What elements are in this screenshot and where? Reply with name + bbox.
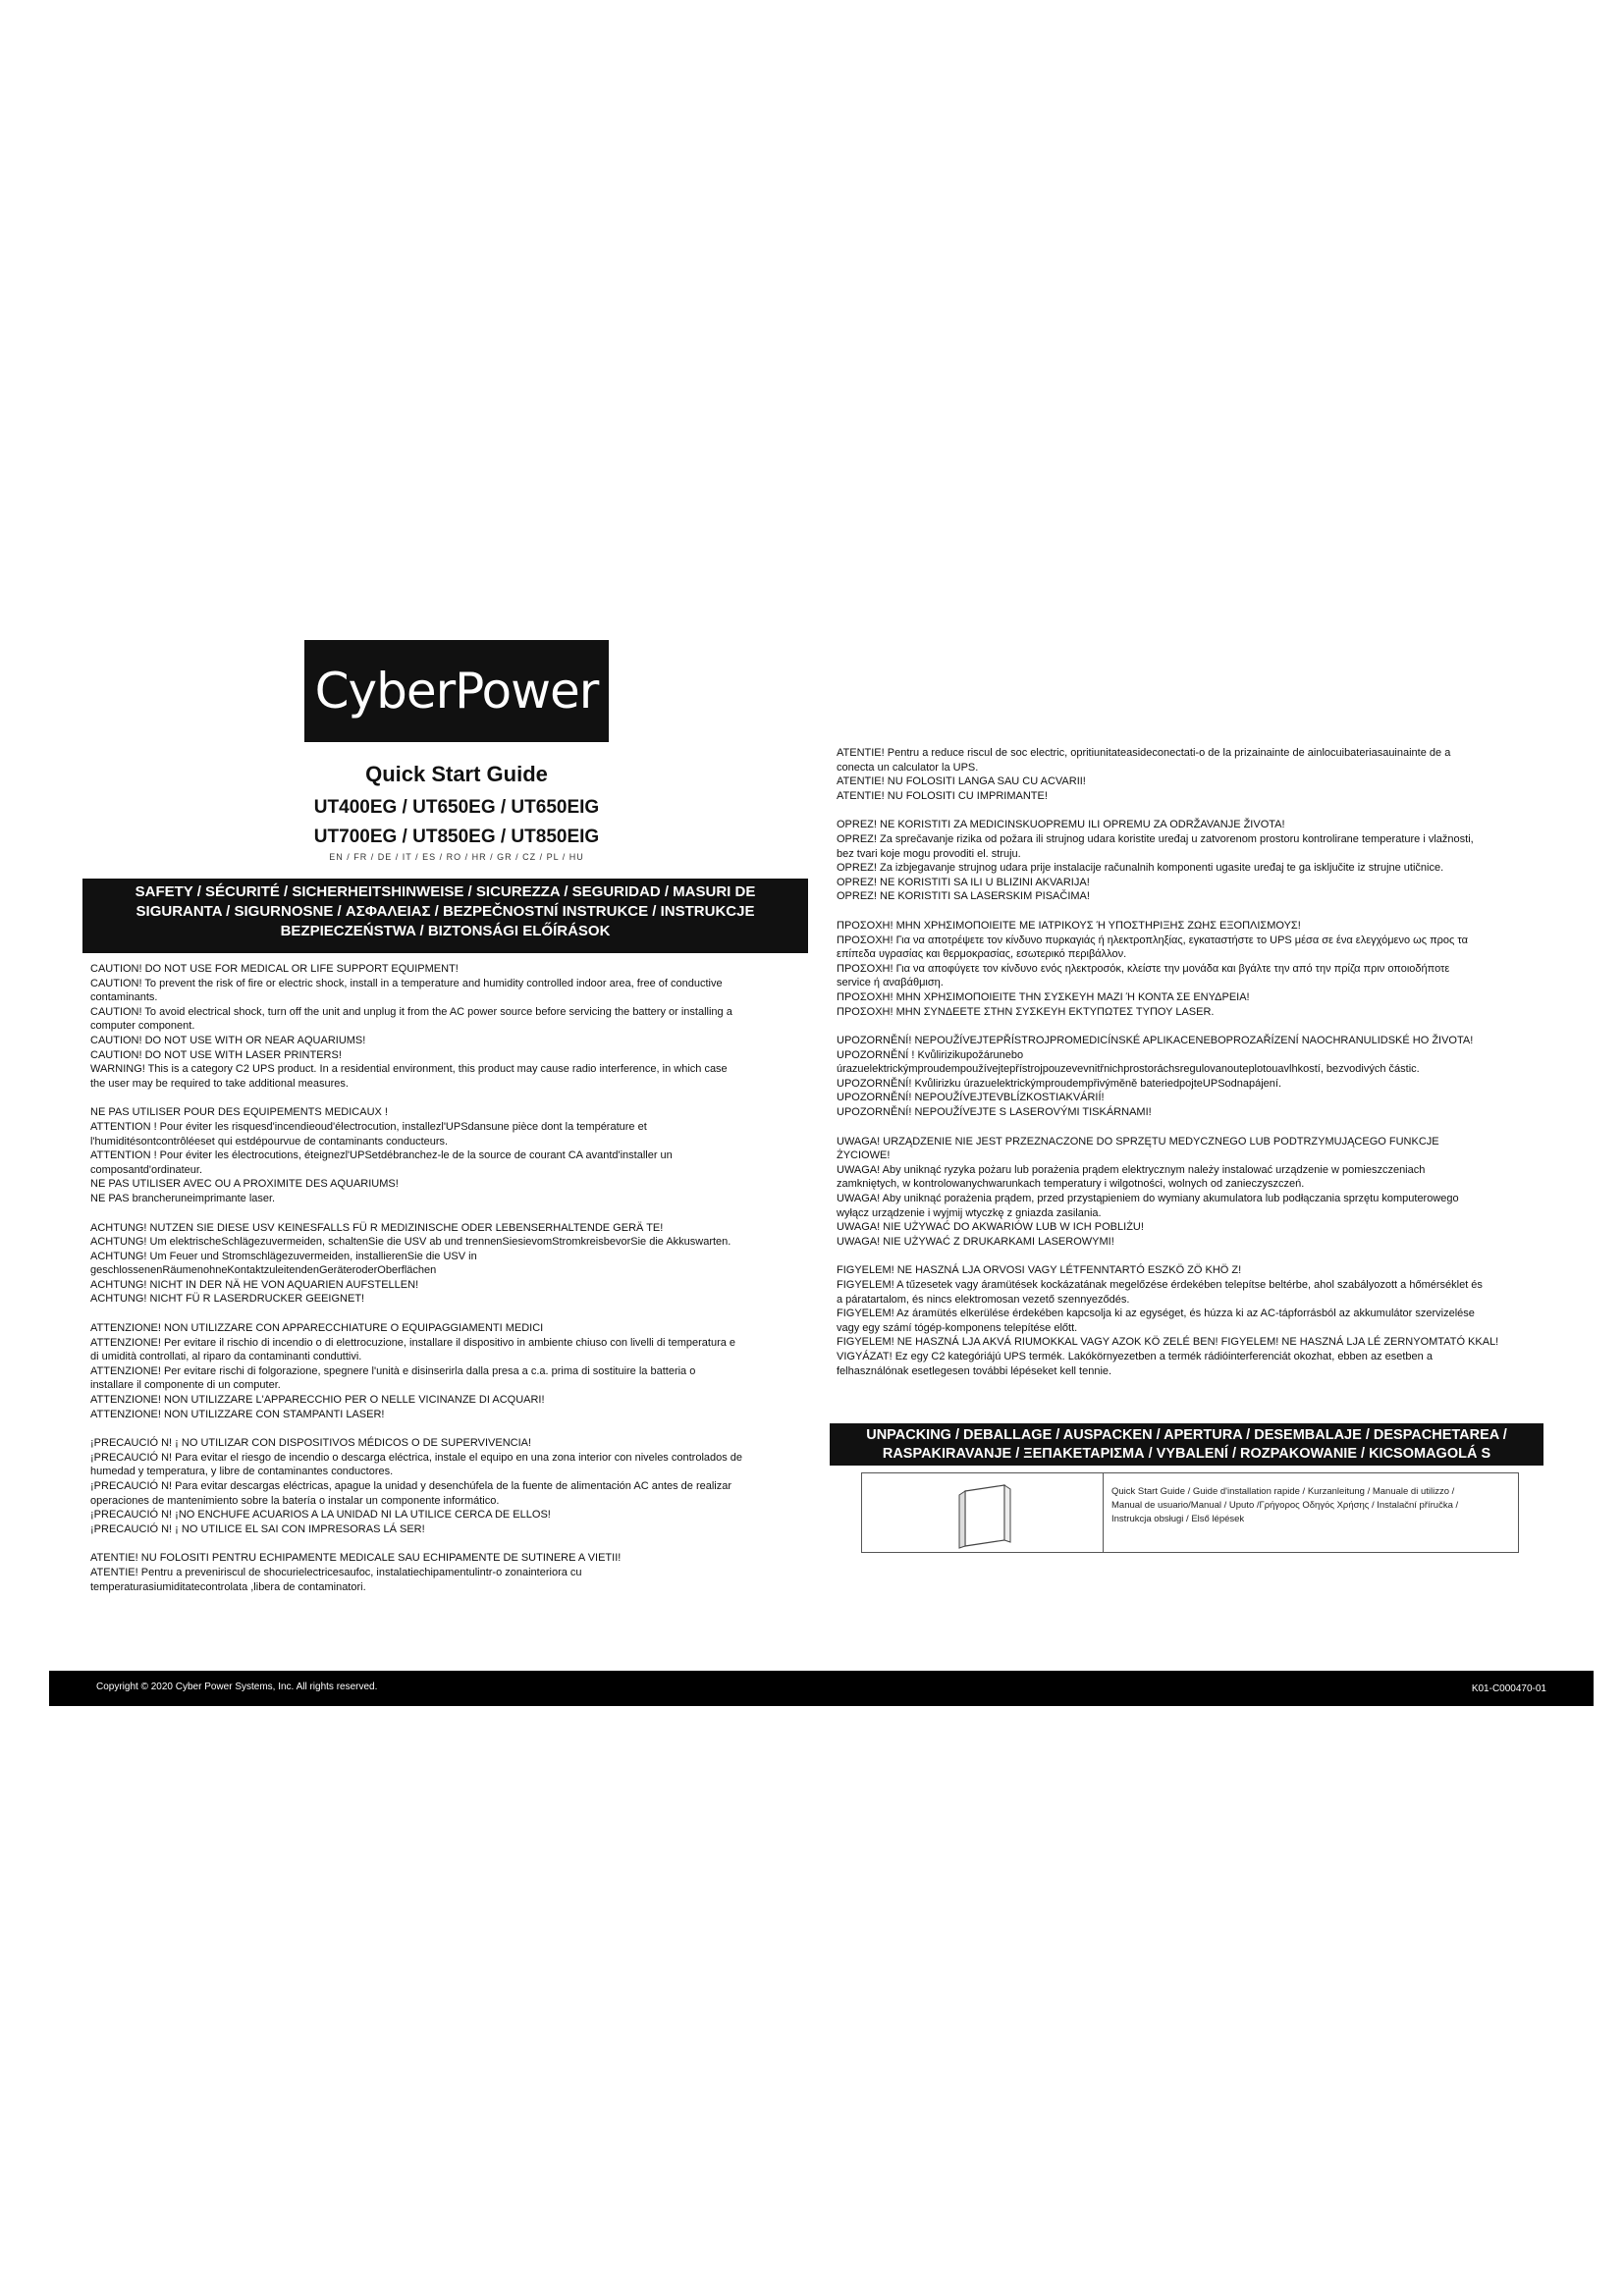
warning-line: ATTENZIONE! NON UTILIZZARE CON STAMPANTI LASER! [90, 1408, 385, 1420]
warning-line: ATTENZIONE! NON UTILIZZARE L'APPARECCHIO PER O NELLE VICINANZE DI ACQUARI! [90, 1394, 545, 1407]
warning-line: NE PAS UTILISER POUR DES EQUIPEMENTS MEDICAUX ! [90, 1106, 388, 1119]
brand-logo [304, 640, 609, 742]
warning-line: UPOZORNĚNÍ! NEPOUŽÍVEJTE S LASEROVÝMI TISKÁRNAMI! [837, 1106, 1152, 1119]
warning-line: OPREZ! Za izbjegavanje strujnog udara prije instalacije računalnih komponenti ugasite uređaj te ga isključite iz strujne utičnice. [837, 862, 1444, 875]
warning-group [90, 962, 807, 1091]
unpacking-banner-line: RASPAKIRAVANJE / ΞΕΠΑΚΕΤΑΡΙΣΜΑ / VYBALENÍ / ROZPAKOWANIE / KICSOMAGOLÁ S [882, 1446, 1491, 1462]
warning-group [90, 1221, 807, 1308]
warning-line: FIGYELEM! A tűzesetek vagy áramütések kockázatának megelőzése érdekében telepítse beltérbe, ahol szabályozott a hőmérséklet és [837, 1279, 1483, 1291]
warning-line: OPREZ! NE KORISTITI SA ILI U BLIZINI AKVARIJA! [837, 876, 1090, 888]
warning-line: di umidità controllati, al riparo da contaminanti conduttivi. [90, 1351, 362, 1363]
right-warnings-column [837, 746, 1553, 1393]
warning-group [837, 1263, 1553, 1378]
models-line-1: UT400EG / UT650EG / UT650EIG [313, 797, 600, 818]
warning-line: composantd'ordinateur. [90, 1163, 203, 1176]
manual-booklet-icon [955, 1481, 1024, 1550]
warning-line: επίπεδα υγρασίας και θερμοκρασίας, εσωτερικό περιβάλλον. [837, 948, 1127, 961]
warning-line: ¡PRECAUCIÓ N! ¡ NO UTILIZAR CON DISPOSITIVOS MÉDICOS O DE SUPERVIVENCIA! [90, 1437, 532, 1450]
warning-line: UPOZORNĚNÍ! Kvůlirizku úrazuelektrickýmproudempřivýměně bateriedpojteUPSodnapájení. [837, 1077, 1282, 1090]
warning-line: ATENTIE! NU FOLOSITI LANGA SAU CU ACVARII! [837, 775, 1086, 788]
warning-line: ACHTUNG! Um Feuer und Stromschlägezuvermeiden, installierenSie die USV in [90, 1250, 477, 1262]
warning-line: wyłącz urządzenie i wyjmij wtyczkę z gniazda zasilania. [837, 1206, 1102, 1219]
warning-line: NE PAS brancheruneimprimante laser. [90, 1192, 276, 1204]
brand-logo-text: CyberPower [314, 663, 599, 720]
warning-line: ACHTUNG! NICHT FÜ R LASERDRUCKER GEEIGNET! [90, 1293, 365, 1306]
warning-group [837, 818, 1553, 904]
unpacking-banner-line: UNPACKING / DEBALLAGE / AUSPACKEN / APERTURA / DESEMBALAJE / DESPACHETAREA / [866, 1427, 1507, 1443]
warning-group [90, 1321, 807, 1421]
package-contents-line: Quick Start Guide / Guide d'installation rapide / Kurzanleitung / Manuale di utilizzo / [1111, 1486, 1455, 1497]
warning-line: a páratartalom, és nincs elektromosan vezető szennyeződés. [837, 1293, 1130, 1306]
warning-line: conecta un calculator la UPS. [837, 761, 979, 774]
safety-banner-line: SIGURANTA / SIGURNOSNE / ΑΣΦΑΛΕΙΑΣ / BEZPEČNOSTNÍ INSTRUKCE / INSTRUKCJE [135, 903, 755, 920]
warning-line: UPOZORNĚNÍ! NEPOUŽÍVEJTEPŘÍSTROJPROMEDICÍNSKÉ APLIKACENEBOPROZAŘÍZENÍ NAOCHRANULIDSKÉ HO ŽIVOTA! [837, 1035, 1474, 1047]
package-contents-line: Manual de usuario/Manual / Uputo /Γρήγορος Οδηγός Χρήσης / Instalační příručka / [1111, 1500, 1459, 1511]
copyright-text: Copyright © 2020 Cyber Power Systems, Inc. All rights reserved. [96, 1682, 378, 1692]
warning-line: temperaturasiumiditatecontrolata ,libera de contaminatori. [90, 1580, 366, 1593]
warning-group [837, 1135, 1553, 1250]
warning-line: NE PAS UTILISER AVEC OU A PROXIMITE DES AQUARIUMS! [90, 1178, 399, 1191]
warning-line: computer component. [90, 1020, 195, 1033]
safety-banner-line: SAFETY / SÉCURITÉ / SICHERHEITSHINWEISE / SICUREZZA / SEGURIDAD / MASURI DE [135, 883, 756, 900]
warning-line: the user may be required to take additional measures. [90, 1077, 349, 1090]
warning-line: CAUTION! To avoid electrical shock, turn off the unit and unplug it from the AC power source before servicing the battery or installing a [90, 1005, 732, 1018]
guide-title: Quick Start Guide [365, 762, 548, 786]
language-list: EN / FR / DE / IT / ES / RO / HR / GR / CZ / PL / HU [329, 852, 584, 862]
warning-line: FIGYELEM! NE HASZNÁ LJA AKVÁ RIUMOKKAL VAGY AZOK KÖ ZELÉ BEN! FIGYELEM! NE HASZNÁ LJA LÉ ZERNYOMTATÓ KKAL! [837, 1336, 1499, 1349]
warning-line: ATTENZIONE! Per evitare il rischio di incendio o di elettrocuzione, installare il dispositivo in ambiente chiuso con livelli di temperatura e [90, 1336, 736, 1349]
warning-line: CAUTION! DO NOT USE WITH LASER PRINTERS! [90, 1048, 342, 1061]
warning-group [837, 919, 1553, 1019]
warning-line: ACHTUNG! Um elektrischeSchlägezuvermeiden, schaltenSie die USV ab und trennenSiesievomStromkreisbevorSie die Akkuswarten. [90, 1236, 731, 1249]
warning-line: operaciones de mantenimiento sobre la batería o instalar un componente informático. [90, 1494, 500, 1507]
warning-line: ΠΡΟΣΟΧΗ! Για να αποτρέψετε τον κίνδυνο πυρκαγιάς ή ηλεκτροπληξίας, εγκαταστήστε το UPS μέσα σε ένα ελεγχόμενο ως προς τα [837, 934, 1468, 946]
warning-line: OPREZ! NE KORISTITI SA LASERSKIM PISAČIMA! [837, 890, 1090, 903]
warning-line: WARNING! This is a category C2 UPS product. In a residential environment, this product may cause radio interference, in which case [90, 1063, 728, 1076]
warning-line: FIGYELEM! NE HASZNÁ LJA ORVOSI VAGY LÉTFENNTARTÓ ESZKÖ ZÖ KHÖ Z! [837, 1264, 1242, 1277]
warning-group [90, 1436, 807, 1536]
warning-line: FIGYELEM! Az áramütés elkerülése érdekében kapcsolja ki az egységet, és húzza ki az AC-tápforrásból az akkumulátor szervizelése [837, 1308, 1475, 1320]
warning-line: úrazuelektrickýmproudempoužívejtepřístrojpouzevevnitřnichprostoráchsregulovanouteplotouavlhkostí, bezvodivých částic. [837, 1063, 1420, 1076]
warning-line: CAUTION! DO NOT USE FOR MEDICAL OR LIFE SUPPORT EQUIPMENT! [90, 963, 459, 975]
warning-line: humedad y temperatura, y libre de contaminantes conductores. [90, 1466, 394, 1478]
warning-line: ATENTIE! NU FOLOSITI CU IMPRIMANTE! [837, 789, 1048, 802]
warning-line: ¡PRECAUCIÓ N! Para evitar el riesgo de incendio o descarga eléctrica, instale el equipo en una zona interior con niveles controlados de [90, 1451, 743, 1464]
document-code: K01-C000470-01 [1471, 1683, 1546, 1694]
warning-line: ¡PRECAUCIÓ N! Para evitar descargas eléctricas, apague la unidad y desenchúfela de la fuente de alimentación AC antes de realizar [90, 1480, 732, 1492]
warning-line: CAUTION! DO NOT USE WITH OR NEAR AQUARIUMS! [90, 1034, 366, 1046]
unpacking-banner [830, 1423, 1543, 1466]
box-divider [1103, 1473, 1104, 1552]
warning-line: UPOZORNĚNÍ! NEPOUŽÍVEJTEVBLÍZKOSTIAKVÁRIÍ! [837, 1092, 1105, 1104]
safety-banner [82, 879, 808, 953]
package-contents-text [1111, 1485, 1504, 1526]
warning-line: OPREZ! Za sprečavanje rizika od požara ili strujnog udara koristite uređaj u zatvorenom prostoru kontrolirane temperature i vlažnosti, [837, 832, 1474, 845]
safety-banner-line: BEZPIECZEŃSTWA / BIZTONSÁGI ELŐÍRÁSOK [280, 923, 611, 939]
warning-line: ATENTIE! NU FOLOSITI PENTRU ECHIPAMENTE MEDICALE SAU ECHIPAMENTE DE SUTINERE A VIETII! [90, 1552, 622, 1565]
warning-line: ATENTIE! Pentru a reduce riscul de soc electric, opritiunitateasideconectati-o de la prizainainte de ainlocuibateriasauinainte de a [837, 747, 1451, 759]
warning-line: ΠΡΟΣΟΧΗ! ΜΗΝ ΧΡΗΣΙΜΟΠΟΙΕΙΤΕ ΜΕ ΙΑΤΡΙΚΟΥΣ Ή ΥΠΟΣΤΗΡΙΞΗΣ ΖΩΗΣ ΕΞΟΠΛΙΣΜΟΥΣ! [837, 919, 1301, 932]
warning-line: ACHTUNG! NICHT IN DER NÄ HE VON AQUARIEN AUFSTELLEN! [90, 1278, 419, 1291]
warning-line: CAUTION! To prevent the risk of fire or electric shock, install in a temperature and humidity controlled indoor area, free of conductive [90, 977, 723, 989]
warning-line: vagy egy számí tógép-komponens telepítése előtt. [837, 1321, 1078, 1334]
warning-line: geschlossenenRäumenohneKontaktzuleitendenGeräteroderOberflächen [90, 1264, 437, 1277]
models-line-2: UT700EG / UT850EG / UT850EIG [313, 827, 600, 847]
warning-line: ACHTUNG! NUTZEN SIE DIESE USV KEINESFALLS FÜ R MEDIZINISCHE ODER LEBENSERHALTENDE GERÄ TE! [90, 1221, 664, 1234]
warning-line: ¡PRECAUCIÓ N! ¡NO ENCHUFE ACUARIOS A LA UNIDAD NI LA UTILICE CERCA DE ELLOS! [90, 1509, 551, 1522]
warning-line: installare il componente di un computer. [90, 1379, 281, 1392]
warning-line: bez tvari koje mogu provoditi el. struju. [837, 847, 1021, 860]
warning-line: UWAGA! NIE UŻYWAĆ Z DRUKARKAMI LASEROWYMI! [837, 1235, 1114, 1248]
warning-group [837, 746, 1553, 803]
warning-line: UWAGA! Aby uniknąć ryzyka pożaru lub porażenia prądem elektrycznym należy instalować urządzenie w pomieszczeniach [837, 1163, 1426, 1176]
warning-line: contaminants. [90, 991, 158, 1004]
warning-group [837, 1034, 1553, 1120]
package-contents-line: Instrukcja obsługi / Első lépések [1111, 1514, 1245, 1524]
warning-line: felhasználónak esetlegesen további lépéseket kell tennie. [837, 1364, 1112, 1377]
warning-line: ATTENTION ! Pour éviter les risquesd'incendieoud'électrocution, installezl'UPSdansune pièce dont la température et [90, 1120, 647, 1133]
warning-line: UWAGA! Aby uniknąć porażenia prądem, przed przystąpieniem do wymiany akumulatora lub podłączania sprzętu komputerowego [837, 1193, 1459, 1205]
warning-line: ATENTIE! Pentru a preveniriscul de shocurielectricesaufoc, instalatiechipamentulintr-o zonainteriora cu [90, 1566, 582, 1578]
warning-line: UPOZORNĚNÍ ! Kvůlirizikupožárunebo [837, 1048, 1024, 1061]
warning-line: ΠΡΟΣΟΧΗ! ΜΗΝ ΣΥΝΔΕΕΤΕ ΣΤΗΝ ΣΥΣΚΕΥΗ ΕΚΤΥΠΩΤΕΣ ΤΥΠΟΥ LASER. [837, 1005, 1215, 1018]
left-warnings-column [90, 962, 807, 1609]
warning-line: UWAGA! NIE UŻYWAĆ DO AKWARIÓW LUB W ICH POBLIŻU! [837, 1221, 1144, 1234]
warning-line: ŻYCIOWE! [837, 1149, 891, 1162]
warning-line: ATTENZIONE! NON UTILIZZARE CON APPARECCHIATURE O EQUIPAGGIAMENTI MEDICI [90, 1322, 544, 1335]
warning-line: VIGYÁZAT! Ez egy C2 kategóriájú UPS termék. Lakókörnyezetben a termék rádióinterferenciát okozhat, ebben az esetben a [837, 1350, 1433, 1362]
warning-line: ATTENTION ! Pour éviter les électrocutions, éteignezl'UPSetdébranchez-le de la source de courant CA avantd'installer un [90, 1149, 673, 1162]
package-contents-box [861, 1472, 1519, 1553]
warning-line: ATTENZIONE! Per evitare rischi di folgorazione, spegnere l'unità e disinserirla dalla presa a c.a. prima di sostituire la batteria o [90, 1364, 696, 1377]
warning-line: ΠΡΟΣΟΧΗ! ΜΗΝ ΧΡΗΣΙΜΟΠΟΙΕΙΤΕ ΤΗΝ ΣΥΣΚΕΥΗ ΜΑΖΙ Ή ΚΟΝΤΑ ΣΕ ΕΝΥΔΡΕΙΑ! [837, 990, 1250, 1003]
warning-line: ¡PRECAUCIÓ N! ¡ NO UTILICE EL SAI CON IMPRESORAS LÁ SER! [90, 1522, 425, 1535]
warning-line: zamkniętych, w kontrolowanychwarunkach temperatury i wilgotności, wolnych od zanieczyszczeń. [837, 1178, 1305, 1191]
warning-line: ΠΡΟΣΟΧΗ! Για να αποφύγετε τον κίνδυνο ενός ηλεκτροσόκ, κλείστε την μονάδα και βγάλτε την από την πρίζα πριν οποιοδήποτε [837, 962, 1450, 975]
warning-line: OPREZ! NE KORISTITI ZA MEDICINSKUOPREMU ILI OPREMU ZA ODRŽAVANJE ŽIVOTA! [837, 819, 1285, 831]
footer-bar [49, 1671, 1594, 1706]
warning-line: l'humiditésontcontrôléeset qui estdépourvue de contaminants conducteurs. [90, 1135, 449, 1148]
warning-line: UWAGA! URZĄDZENIE NIE JEST PRZEZNACZONE DO SPRZĘTU MEDYCZNEGO LUB PODTRZYMUJĄCEGO FUNKCJE [837, 1135, 1439, 1148]
warning-group [90, 1105, 807, 1205]
warning-line: service ή αναβάθμιση. [837, 977, 944, 989]
warning-group [90, 1551, 807, 1594]
